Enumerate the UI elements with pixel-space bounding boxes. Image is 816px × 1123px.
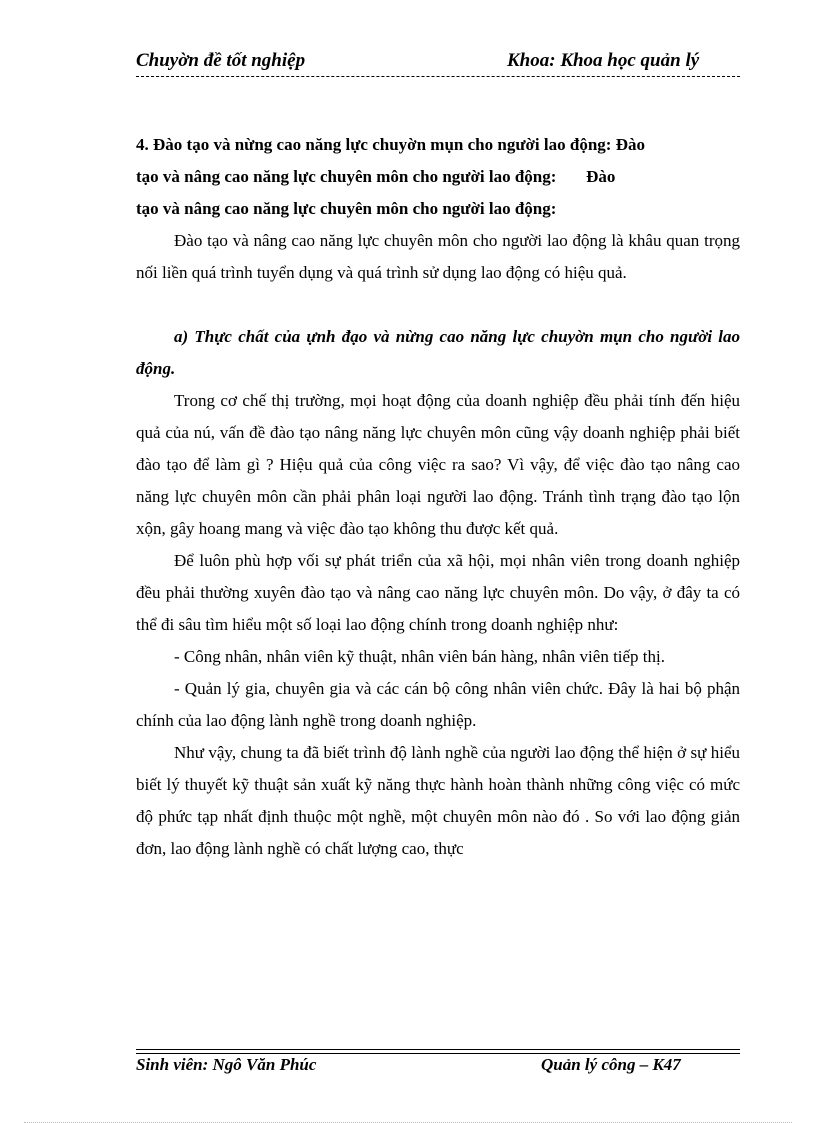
list-item-workers: - Công nhân, nhân viên kỹ thuật, nhân viên bán hàng, nhân viên tiếp thị.: [174, 647, 666, 666]
page-footer: [136, 1055, 740, 1079]
document-body: [136, 129, 740, 865]
footer-divider-top: [136, 1049, 740, 1050]
paragraph-development: Để luôn phù hợp vối sự phát triển của xã hội, mọi nhân viên trong doanh nghiệp đều phải thường xuyên đào tạo và nâng cao năng lực chuyên môn. Do vậy, ở đây ta có thể đi sâu tìm hiểu một số loại lao động chính trong doanh nghiệp như:: [136, 551, 740, 634]
footer-student: Sinh viên: Ngô Văn Phúc: [136, 1055, 317, 1074]
section-heading: [136, 129, 740, 225]
section-heading-line-1: 4. Đào tạo và nừng cao năng lực chuyờn mụn cho người lao động: Đào: [136, 135, 645, 154]
section-heading-line-2: tạo và nâng cao năng lực chuyên môn cho người lao động: Đào: [136, 167, 616, 186]
page-header: [136, 48, 740, 78]
header-thesis-title: Chuyờn đề tốt nghiệp: [136, 50, 306, 71]
header-divider: [136, 76, 740, 77]
paragraph-market: Trong cơ chế thị trường, mọi hoạt động của doanh nghiệp đều phải tính đến hiệu quả của nú, vấn đề đào tạo nâng năng lực chuyên môn cũng vậy doanh nghiệp phải biết đào tạo để làm gì ? Hiệu quả của công việc ra sao? Vì vậy, để việc đào tạo nâng cao năng lực chuyên môn cần phải phân loại người lao động. Tránh tình trạng đào tạo lộn xộn, gây hoang mang và việc đào tạo không thu được kết quả.: [136, 391, 740, 538]
paragraph-intro: Đào tạo và nâng cao năng lực chuyên môn cho người lao động là khâu quan trọng nối liền quá trình tuyển dụng và quá trình sử dụng lao động có hiệu quả.: [136, 231, 740, 282]
paragraph-skill-level: Như vậy, chung ta đã biết trình độ lành nghề của người lao động thể hiện ở sự hiểu biết lý thuyết kỹ thuật sản xuất kỹ năng thực hành hoàn thành những công việc có mức độ phức tạp nhất định thuộc một nghề, một chuyên môn nào đó . So với lao động giản đơn, lao động lành nghề có chất lượng cao, thực: [136, 743, 740, 858]
list-item-managers: - Quản lý gia, chuyên gia và các cán bộ công nhân viên chức. Đây là hai bộ phận chính của lao động lành nghề trong doanh nghiệp.: [136, 679, 740, 730]
header-faculty: Khoa: Khoa học quản lý: [507, 50, 700, 71]
subsection-heading-a: a) Thực chất của ựnh đạo và nừng cao năng lực chuyờn mụn cho người lao động.: [136, 327, 740, 378]
section-heading-line-3: tạo và nâng cao năng lực chuyên môn cho người lao động:: [136, 199, 557, 218]
footer-class: Quản lý công – K47: [541, 1055, 681, 1074]
footer-divider-bottom: [136, 1053, 740, 1054]
